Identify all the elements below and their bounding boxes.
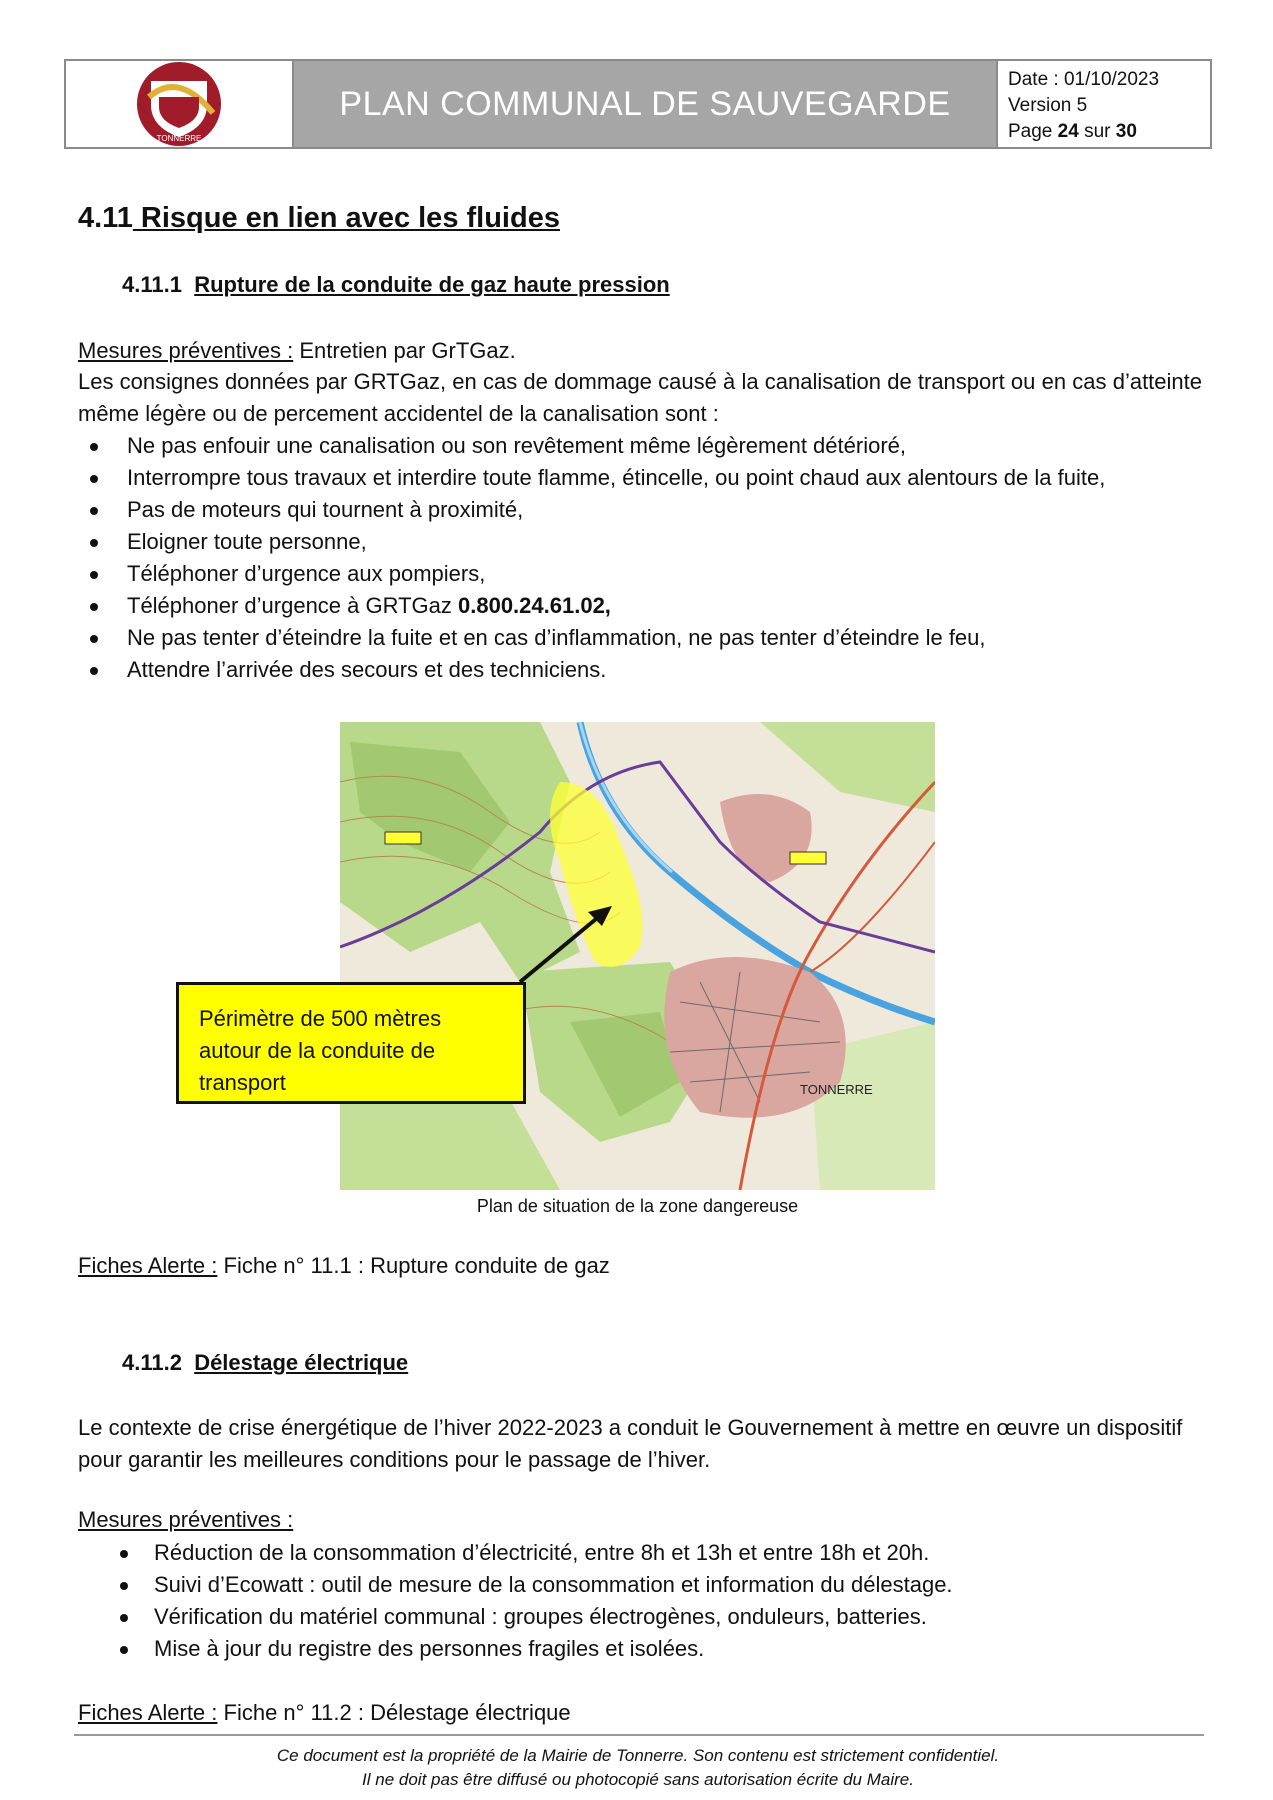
footer-line-2: Il ne doit pas être diffusé ou photocopié sans autorisation écrite du Maire. [362, 1770, 914, 1789]
alert-text: Fiche n° 11.2 : Délestage électrique [217, 1700, 571, 1725]
page-number: Page 24 sur 30 [1008, 121, 1137, 142]
subsection-number: 4.11.1 [122, 272, 182, 297]
delestage-list [78, 1537, 1202, 1665]
grtgaz-phone: 0.800.24.61.02, [458, 593, 611, 618]
list-item: Interrompre tous travaux et interdire toute flamme, étincelle, ou point chaud aux alentours de la fuite, [78, 462, 1202, 494]
list-item: Réduction de la consommation d’électricité, entre 8h et 13h et entre 18h et 20h. [78, 1537, 1202, 1569]
subsection-title: Rupture de la conduite de gaz haute pression [194, 272, 670, 297]
subsection-heading-1 [122, 272, 670, 298]
intro-paragraph: Les consignes données par GRTGaz, en cas de dommage causé à la canalisation de transport ou en cas d’atteinte même légère ou de percement accidentel de la canalisation sont : [78, 369, 1202, 426]
measures-label-2: Mesures préventives : [78, 1507, 294, 1532]
page-current: 24 [1057, 121, 1079, 142]
footer-divider [74, 1734, 1204, 1736]
subsection-heading-2 [122, 1350, 408, 1376]
document-title: PLAN COMMUNAL DE SAUVEGARDE [294, 61, 998, 147]
section-heading [78, 202, 560, 235]
alert-label: Fiches Alerte : [78, 1700, 218, 1725]
list-item: Suivi d’Ecowatt : outil de mesure de la consommation et information du délestage. [78, 1569, 1202, 1601]
measures-line [78, 335, 516, 367]
section-title: Risque en lien avec les fluides [132, 202, 560, 234]
list-item: Attendre l’arrivée des secours et des techniciens. [78, 654, 1202, 686]
document-date: Date : 01/10/2023 [1008, 69, 1160, 90]
list-item: Ne pas enfouir une canalisation ou son revêtement même légèrement détérioré, [78, 430, 1202, 462]
list-item: Vérification du matériel communal : groupes électrogènes, onduleurs, batteries. [78, 1601, 1202, 1633]
subsection-number: 4.11.2 [122, 1350, 182, 1375]
list-item: Pas de moteurs qui tournent à proximité, [78, 494, 1202, 526]
tonnerre-logo [133, 61, 225, 147]
alert-line-1 [78, 1250, 610, 1282]
document-version: Version 5 [1008, 95, 1088, 116]
logo-cell [66, 61, 294, 147]
alert-label: Fiches Alerte : [78, 1253, 218, 1278]
list-item: Mise à jour du registre des personnes fragiles et isolées. [78, 1633, 1202, 1665]
situation-map [340, 722, 935, 1190]
alert-line-2 [78, 1697, 571, 1729]
measures-label: Mesures préventives : [78, 338, 294, 363]
subsection-title: Délestage électrique [194, 1350, 409, 1375]
alert-text: Fiche n° 11.1 : Rupture conduite de gaz [217, 1253, 610, 1278]
consignes-list [78, 430, 1202, 686]
page-header [64, 59, 1212, 149]
intro-paragraph-2: Le contexte de crise énergétique de l’hiver 2022-2023 a conduit le Gouvernement à mettre en œuvre un dispositif pour garantir les meilleures conditions pour le passage de l’hiver. [78, 1415, 1183, 1472]
logo-text: TONNERRE [156, 134, 202, 143]
map-caption: Plan de situation de la zone dangereuse [476, 1196, 799, 1216]
list-item: Ne pas tenter d’éteindre la fuite et en cas d’inflammation, ne pas tenter d’éteindre le feu, [78, 622, 1202, 654]
document-meta [998, 61, 1210, 147]
page-footer [64, 1744, 1212, 1792]
map-callout: Périmètre de 500 mètres autour de la conduite de transport [176, 982, 526, 1104]
measures-text: Entretien par GrTGaz. [293, 338, 516, 363]
map-town-label: TONNERRE [800, 1082, 873, 1097]
list-item: Téléphoner d’urgence aux pompiers, [78, 558, 1202, 590]
map-image [340, 722, 935, 1190]
page-total: 30 [1115, 121, 1137, 142]
footer-line-1: Ce document est la propriété de la Mairie de Tonnerre. Son contenu est strictement confidentiel. [276, 1746, 1000, 1765]
section-number: 4.11 [78, 202, 133, 234]
list-item: Eloigner toute personne, [78, 526, 1202, 558]
list-item: Téléphoner d’urgence à GRTGaz 0.800.24.61.02, [78, 590, 1202, 622]
